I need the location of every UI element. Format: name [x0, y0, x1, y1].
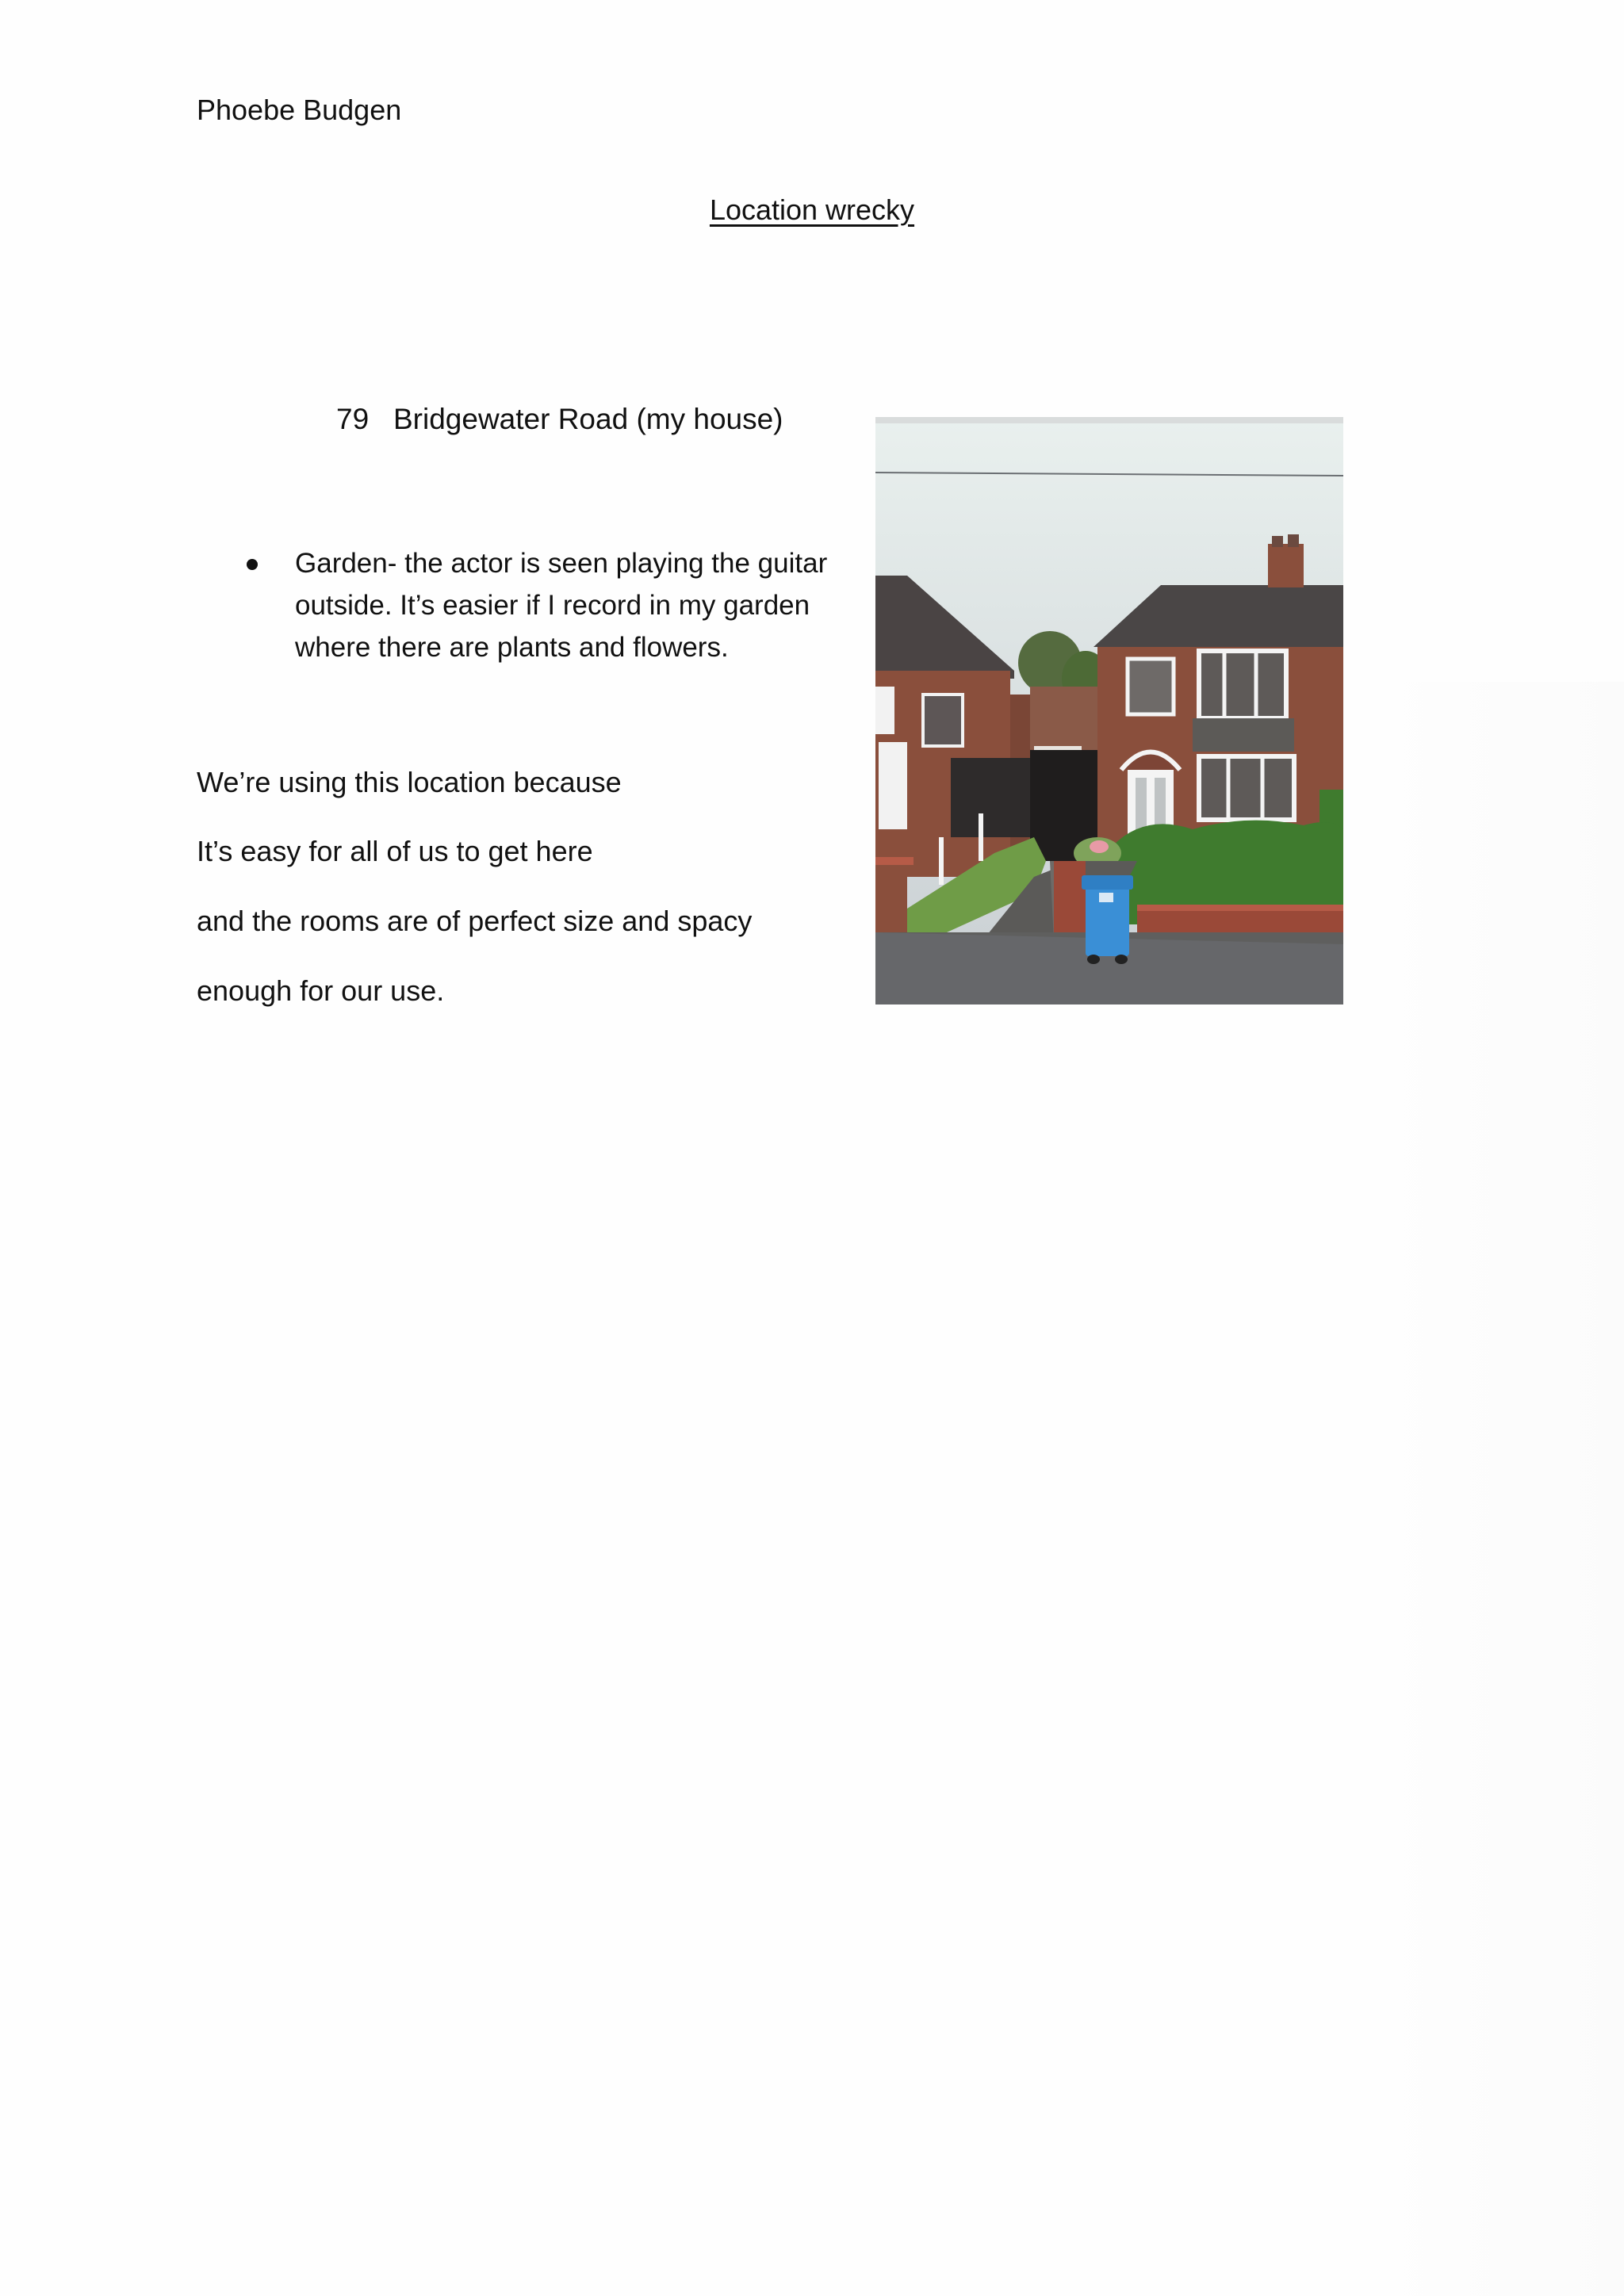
address-number: 79	[336, 403, 370, 435]
list-item	[243, 542, 861, 668]
paragraph-use: enough for our use.	[197, 974, 445, 1007]
author-name: Phoebe Budgen	[197, 94, 402, 126]
paragraph-rooms: and the rooms are of perfect size and spacy	[197, 905, 753, 937]
page-title: Location wrecky	[709, 193, 915, 226]
house-photo	[875, 417, 1343, 1004]
bullet-list	[243, 542, 861, 668]
address-line	[336, 403, 783, 436]
paragraph-access: It’s easy for all of us to get here	[197, 835, 593, 867]
bullet-text: Garden- the actor is seen playing the guitar outside. It’s easier if I record in my garden where there are plants and flowers.	[295, 548, 828, 663]
bullet-icon	[247, 559, 258, 570]
page-shade	[1358, 682, 1624, 2296]
address-text: Bridgewater Road (my house)	[393, 403, 783, 435]
paragraph-reason: We’re using this location because	[197, 766, 622, 798]
